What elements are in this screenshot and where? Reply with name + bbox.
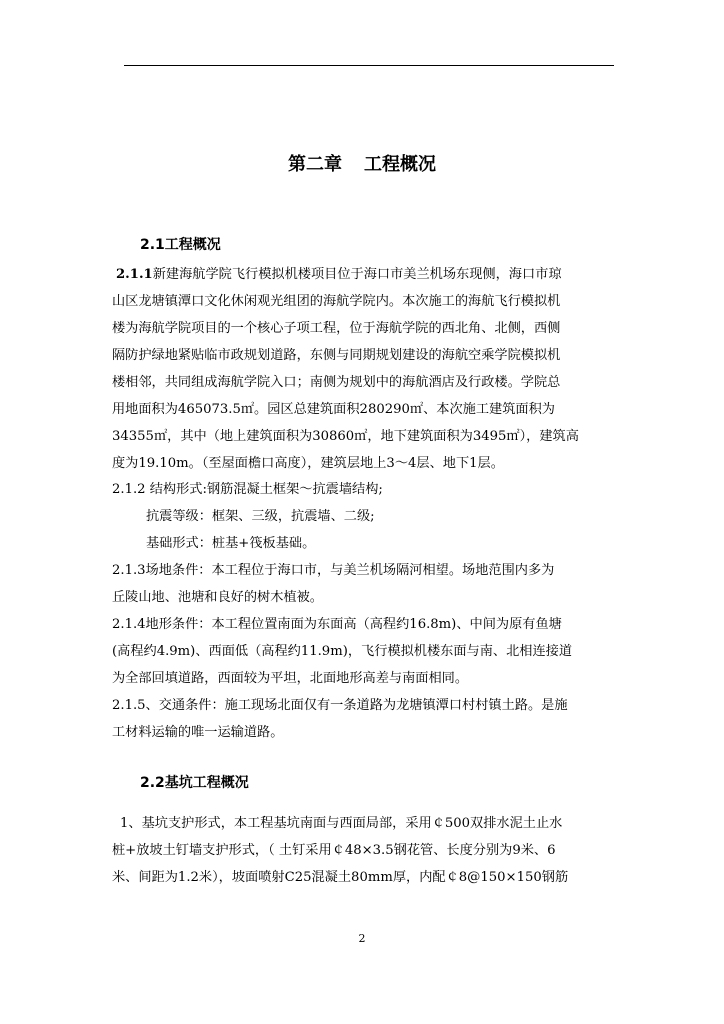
paragraph-line: 楼为海航学院项目的一个核心子项工程，位于海航学院的西北角、北侧，西侧 [112, 321, 561, 336]
paragraph-line: 楼相邻，共同组成海航学院入口；南侧为规划中的海航酒店及行政楼。学院总 [112, 375, 561, 390]
paragraph-line: 为全部回填道路，西面较为平坦，北面地形高差与南面相同。 [112, 671, 469, 686]
section-heading-2-1: 2.1工程概况 [140, 237, 221, 253]
paragraph-line: 桩+放坡土钉墙支护形式，（ 土钉采用￠48×3.5钢花管、长度分别为9米、6 [112, 843, 556, 858]
page-number: 2 [358, 932, 366, 945]
paragraph-line: 基础形式：桩基+筏板基础。 [146, 536, 316, 551]
paragraph-line: 用地面积为465073.5㎡。园区总建筑面积280290㎡、本次施工建筑面积为 [112, 402, 555, 417]
paragraph-line: 1、基坑支护形式，本工程基坑南面与西面局部，采用￠500双排水泥土止水 [120, 816, 563, 831]
paragraph-line: 2.1.4地形条件：本工程位置南面为东面高（高程约16.8m)、中间为原有鱼塘 [112, 617, 562, 632]
paragraph-line: 山区龙塘镇潭口文化休闲观光组团的海航学院内。本次施工的海航飞行模拟机 [112, 294, 561, 309]
paragraph-line: 2.1.5、交通条件：施工现场北面仅有一条道路为龙塘镇潭口村村镇土路。是施 [112, 698, 568, 713]
chapter-name: 工程概况 [364, 154, 436, 175]
paragraph-line: (高程约4.9m)、西面低（高程约11.9m)，飞行模拟机楼东面与南、北相连接道 [112, 644, 573, 659]
section-heading-2-2: 2.2基坑工程概况 [140, 775, 249, 791]
chapter-label: 第二章 [288, 154, 342, 175]
header-rule [124, 65, 614, 66]
clause-number: 2.1.1 [116, 267, 153, 282]
paragraph-line: 丘陵山地、池塘和良好的树木植被。 [112, 590, 323, 605]
paragraph-line: 工材料运输的唯一运输道路。 [112, 725, 284, 740]
paragraph-line: 2.1.3场地条件：本工程位于海口市，与美兰机场隔河相望。场地范围内多为 [112, 563, 555, 578]
paragraph-line: 度为19.10m。（至屋面檐口高度），建筑层地上3～4层、地下1层。 [112, 456, 504, 471]
paragraph-line: 隔防护绿地紧贴临市政规划道路，东侧与同期规划建设的海航空乘学院模拟机 [112, 348, 561, 363]
paragraph-line: 2.1.2 结构形式:钢筋混凝土框架～抗震墙结构; [112, 482, 383, 497]
paragraph-line: 抗震等级：框架、三级，抗震墙、二级; [146, 509, 375, 524]
paragraph-line: 34355㎡，其中（地上建筑面积为30860㎡，地下建筑面积为3495㎡），建筑高 [112, 429, 579, 444]
paragraph-line: 米、间距为1.2米），坡面喷射C25混凝土80mm厚，内配￠8@150×150钢筋 [112, 870, 569, 885]
paragraph-text: 新建海航学院飞行模拟机楼项目位于海口市美兰机场东现侧，海口市琼 [152, 267, 562, 282]
chapter-title [0, 150, 724, 176]
paragraph-line [116, 266, 562, 284]
